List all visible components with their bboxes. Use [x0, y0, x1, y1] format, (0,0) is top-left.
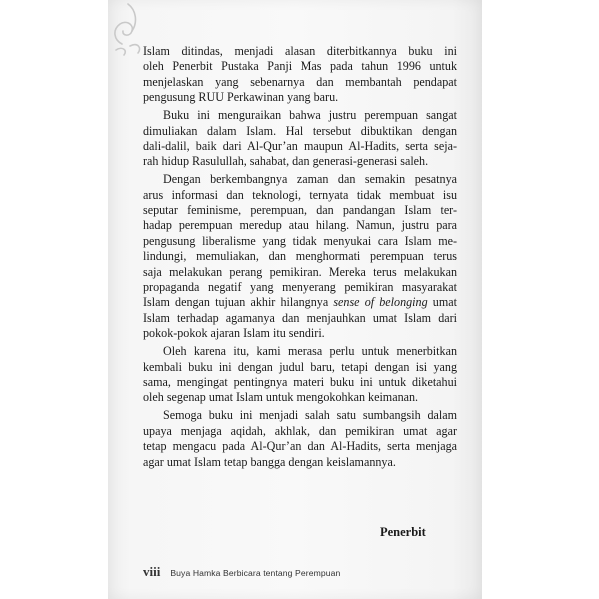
- text-line: agar umat Islam tetap bangga dengan keislamannya.: [143, 454, 396, 469]
- text-line: upaya menjaga aqidah, akhlak, dan pemikiran umat agar: [143, 423, 457, 438]
- text-line: arus informasi dan teknologi, ternyata tidak membuat isu: [143, 187, 457, 202]
- text-line: sama, mengingat pentingnya materi buku ini untuk diketahui: [143, 374, 457, 389]
- text-line: seputar feminisme, perempuan, dan pandangan Islam ter-: [143, 203, 457, 218]
- text-line: Oleh karena itu, kami merasa perlu untuk menerbitkan: [163, 344, 457, 359]
- text-line: rah hidup Rasulullah, sahabat, dan generasi-generasi saleh.: [143, 154, 429, 169]
- text-line: oleh segenap umat Islam untuk mengokohkan keimanan.: [143, 390, 419, 405]
- signature-publisher: Penerbit: [380, 525, 426, 539]
- text-line: tetap mengacu pada Al-Qur’an dan Al-Hadits, serta menjaga: [143, 439, 457, 454]
- text-line: pokok-pokok ajaran Islam itu sendiri.: [143, 326, 325, 341]
- text-line: menjelaskan yang sebenarnya dan membantah pendapat: [143, 74, 457, 89]
- page-number: viii: [143, 564, 161, 579]
- text-line: propaganda negatif yang menyerang pemikiran masyarakat: [143, 280, 457, 295]
- text-line: Islam terhadap agamanya dan menjauhkan umat Islam dari: [143, 310, 457, 325]
- text-line: Buku ini menguraikan bahwa justru perempuan sangat: [163, 108, 457, 123]
- running-title: Buya Hamka Berbicara tentang Perempuan: [170, 568, 341, 578]
- text-line: oleh Penerbit Pustaka Panji Mas pada tahun 1996 untuk: [143, 59, 457, 74]
- text-line: saja melakukan perang pemikiran. Mereka terus melakukan: [143, 264, 457, 279]
- text-line: Dengan berkembangnya zaman dan semakin pesatnya: [163, 172, 457, 187]
- page-footer: [143, 564, 340, 580]
- text-line: pengusung liberalisme yang tidak menyukai cara Islam me-: [143, 233, 457, 248]
- paragraph-4: [143, 344, 457, 406]
- text-line: pengusung RUU Perkawinan yang baru.: [143, 90, 339, 105]
- text-line: dali-dalil, baik dari Al-Qur’an maupun Al-Hadits, serta seja-: [143, 138, 457, 153]
- text-segment: Islam dengan tujuan akhir hilangnya: [143, 295, 334, 310]
- text-line: kembali buku ini dengan judul baru, tetapi dengan isi yang: [143, 359, 457, 374]
- text-line: lindungi, memuliakan, dan menghormati perempuan terus: [143, 249, 457, 264]
- text-line: Islam ditindas, menjadi alasan diterbitkannya buku ini: [143, 44, 457, 58]
- paragraph-3: [143, 172, 457, 341]
- paragraph-2: [143, 108, 457, 170]
- paragraph-1: [143, 44, 457, 106]
- text-line: dimuliakan dalam Islam. Hal tersebut dibuktikan dengan: [143, 123, 457, 138]
- text-line: Semoga buku ini menjadi salah satu sumbangsih dalam: [163, 408, 457, 423]
- text-line: hadap perempuan meredup atau hilang. Namun, justru para: [143, 218, 457, 233]
- text-line-with-italic: [143, 295, 457, 310]
- body-text: [143, 44, 457, 473]
- italic-phrase: sense of belonging: [333, 295, 428, 310]
- text-segment: umat: [427, 295, 457, 310]
- paragraph-5: [143, 408, 457, 470]
